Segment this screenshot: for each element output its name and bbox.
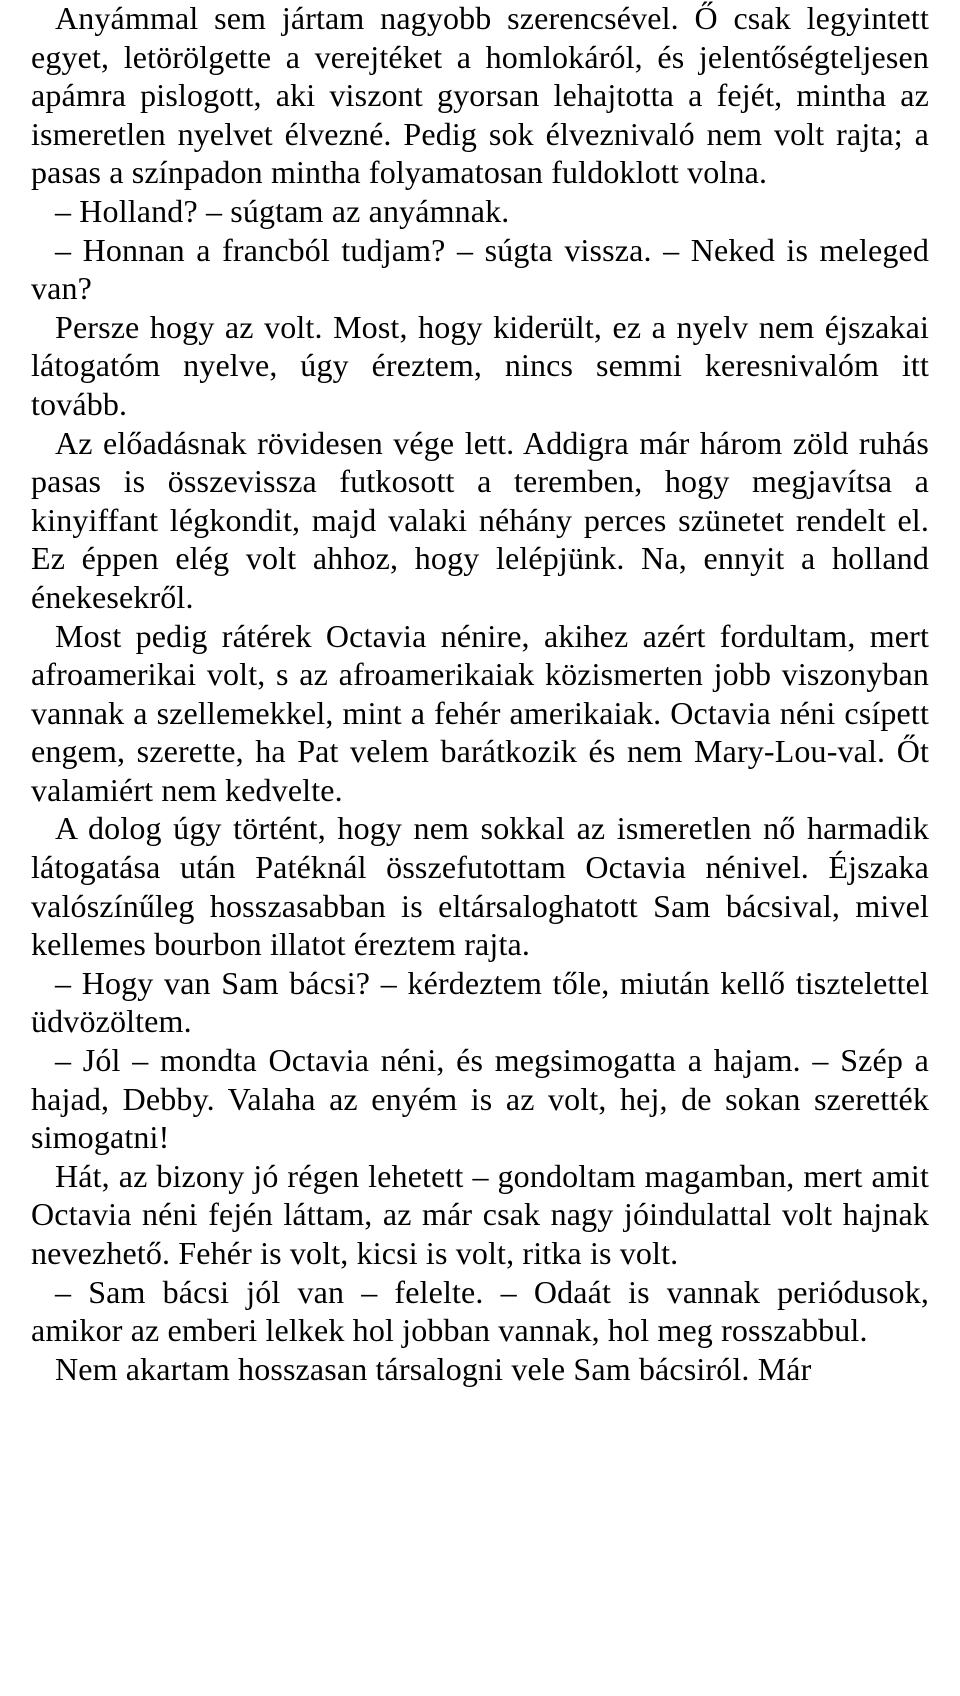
paragraph-4: Persze hogy az volt. Most, hogy kiderült, ez a nyelv nem éjszakai látogatóm nyelve, úgy éreztem, nincs semmi keresnivalóm itt tovább.: [31, 308, 929, 422]
paragraph-7: A dolog úgy történt, hogy nem sokkal az ismeretlen nő harmadik látogatása után Patéknál összefutottam Octavia nénivel. Éjszaka valószínűleg hosszasabban is eltársaloghatott Sam bácsival, mivel kellemes bourbon illatot éreztem rajta.: [31, 810, 929, 963]
paragraph-1: Anyámmal sem jártam nagyobb szerencsével. Ő csak legyintett egyet, letörölgette a verejtéket a homlokáról, és jelentőségteljesen apámra pislogott, aki viszont gyorsan lehajtotta a fejét, mintha az ismeretlen nyelvet élvezné. Pedig sok élveznivaló nem volt rajta; a pasas a színpadon mintha folyamatosan fuldoklott volna.: [31, 0, 929, 191]
paragraph-11: – Sam bácsi jól van – felelte. – Odaát is vannak periódusok, amikor az emberi lelkek hol jobban vannak, hol meg rosszabbul.: [31, 1273, 929, 1349]
paragraph-8: – Hogy van Sam bácsi? – kérdeztem tőle, miután kellő tisztelettel üdvözöltem.: [31, 964, 929, 1040]
paragraph-10: Hát, az bizony jó régen lehetett – gondoltam magamban, mert amit Octavia néni fején láttam, az már csak nagy jóindulattal volt hajnak nevezhető. Fehér is volt, kicsi is volt, ritka is volt.: [31, 1157, 929, 1271]
paragraph-12: Nem akartam hosszasan társalogni vele Sam bácsiról. Már: [55, 1350, 812, 1387]
paragraph-9: – Jól – mondta Octavia néni, és megsimogatta a hajam. – Szép a hajad, Debby. Valaha az enyém is az volt, hej, de sokan szerették simogatni!: [31, 1042, 929, 1156]
paragraph-6: Most pedig rátérek Octavia nénire, akihez azért fordultam, mert afroamerikai volt, s az afroamerikaiak közismerten jobb viszonyban vannak a szellemekkel, mint a fehér amerikaiak. Octavia néni csípett engem, szerette, ha Pat velem barátkozik és nem Mary-Lou-val. Őt valamiért nem kedvelte.: [31, 617, 929, 808]
paragraph-2: – Holland? – súgtam az anyámnak.: [55, 192, 510, 229]
paragraph-5: Az előadásnak rövidesen vége lett. Addigra már három zöld ruhás pasas is összevissza futkosott a teremben, hogy megjavítsa a kinyiffant légkondit, majd valaki néhány perces szünetet rendelt el. Ez éppen elég volt ahhoz, hogy lelépjünk. Na, ennyit a holland énekesekről.: [31, 424, 929, 615]
paragraph-3: – Honnan a francból tudjam? – súgta vissza. – Neked is meleged van?: [31, 231, 929, 307]
